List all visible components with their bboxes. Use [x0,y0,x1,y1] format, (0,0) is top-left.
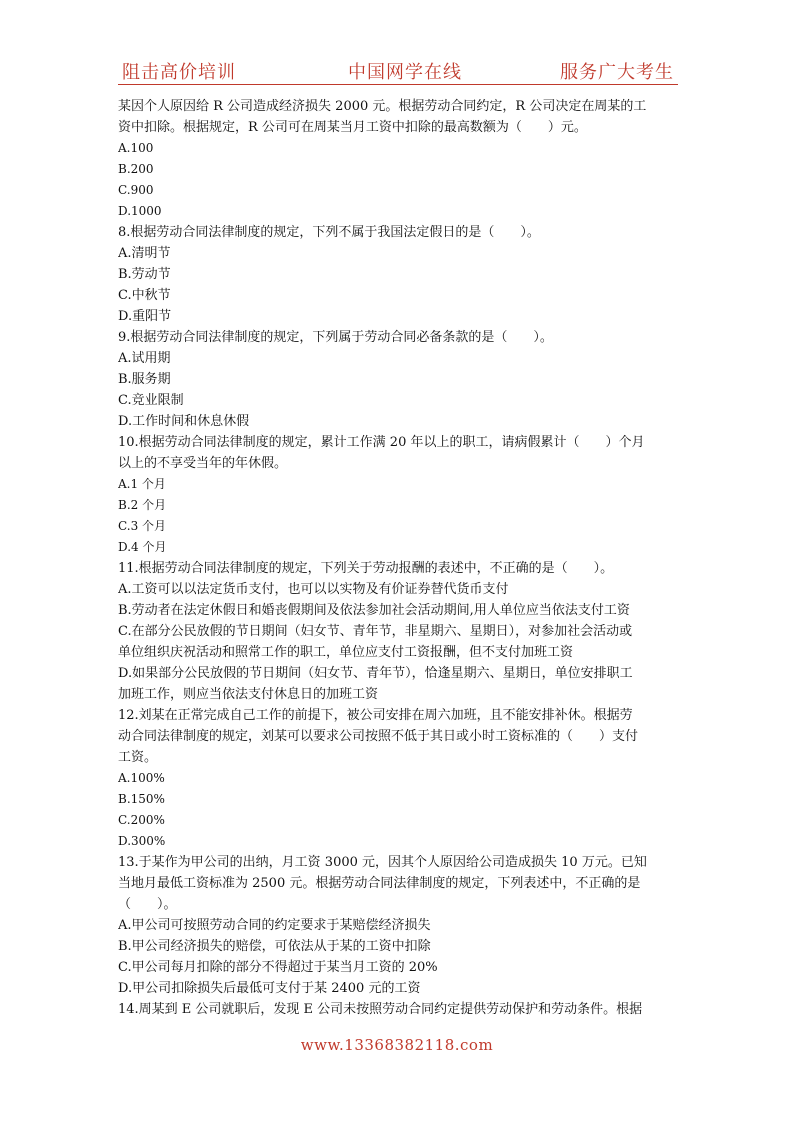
text-line: 资中扣除。根据规定，R 公司可在周某当月工资中扣除的最高数额为（ ）元。 [118,120,587,135]
page-header [118,58,678,85]
text-line: B.200 [118,162,154,176]
text-line: D.甲公司扣除损失后最低可支付于某 2400 元的工资 [118,981,421,996]
header-right-slogan: 服务广大考生 [560,62,674,83]
text-line: B.劳动者在法定休假日和婚丧假期间及依法参加社会活动期间,用人单位应当依法支付工资 [118,603,630,618]
text-line: D.1000 [118,204,162,218]
text-line: C.200% [118,813,165,827]
text-line: B.服务期 [118,372,171,387]
text-line: 13.于某作为甲公司的出纳，月工资 3000 元，因其个人原因给公司造成损失 10 万元。已知 [118,855,647,870]
text-line: A.试用期 [118,351,171,366]
text-line: C.900 [118,183,154,197]
text-line: D.如果部分公民放假的节日期间（妇女节、青年节），恰逢星期六、星期日，单位安排职工 [118,666,633,681]
text-line: D.工作时间和休息休假 [118,414,250,429]
document-body [118,96,680,1020]
text-line: 8.根据劳动合同法律制度的规定，下列不属于我国法定假日的是（ ）。 [118,225,540,240]
text-line: A.甲公司可按照劳动合同的约定要求于某赔偿经济损失 [118,918,431,933]
text-line: A.工资可以以法定货币支付，也可以以实物及有价证券替代货币支付 [118,582,509,597]
text-line: 单位组织庆祝活动和照常工作的职工，单位应支付工资报酬，但不支付加班工资 [118,645,574,660]
header-center-title: 中国网学在线 [348,62,462,83]
text-line: A.1 个月 [118,477,166,491]
text-line: 加班工作，则应当依法支付休息日的加班工资 [118,687,379,702]
text-line: 10.根据劳动合同法律制度的规定，累计工作满 20 年以上的职工，请病假累计（ ）个月 [118,435,645,450]
text-line: 动合同法律制度的规定，刘某可以要求公司按照不低于其日或小时工资标准的（ ）支付 [118,729,639,744]
text-line: （ ）。 [118,897,177,912]
text-line: C.在部分公民放假的节日期间（妇女节、青年节，非星期六、星期日），对参加社会活动或 [118,624,633,639]
text-line: A.100 [118,141,154,155]
text-line: D.重阳节 [118,309,172,324]
text-line: 14.周某到 E 公司就职后，发现 E 公司未按照劳动合同约定提供劳动保护和劳动条件。根据 [118,1002,643,1017]
text-line: B.2 个月 [118,498,167,512]
text-line: 9.根据劳动合同法律制度的规定，下列属于劳动合同必备条款的是（ ）。 [118,330,553,345]
text-line: 当地月最低工资标准为 2500 元。根据劳动合同法律制度的规定，下列表述中，不正确的是 [118,876,641,891]
text-line: D.300% [118,834,166,848]
text-line: A.清明节 [118,246,171,261]
text-line: C.中秋节 [118,288,171,303]
text-line: 11.根据劳动合同法律制度的规定，下列关于劳动报酬的表述中，不正确的是（ ）。 [118,561,614,576]
text-line: A.100% [118,771,165,785]
text-line: B.甲公司经济损失的赔偿，可依法从于某的工资中扣除 [118,939,431,954]
text-line: C.竞业限制 [118,393,184,408]
text-line: 12.刘某在正常完成自己工作的前提下，被公司安排在周六加班，且不能安排补休。根据劳 [118,708,633,723]
text-line: C.3 个月 [118,519,167,533]
header-left-slogan: 阻击高价培训 [122,62,236,83]
text-line: B.150% [118,792,165,806]
text-line: 以上的不享受当年的年休假。 [118,456,288,471]
text-line: 工资。 [118,750,158,765]
text-line: B.劳动节 [118,267,171,282]
text-line: D.4 个月 [118,540,167,554]
text-line: C.甲公司每月扣除的部分不得超过于某当月工资的 20% [118,960,438,975]
footer-website-link[interactable]: www.13368382118.com [300,1036,494,1054]
text-line: 某因个人原因给 R 公司造成经济损失 2000 元。根据劳动合同约定，R 公司决定在周某的工 [118,99,647,114]
